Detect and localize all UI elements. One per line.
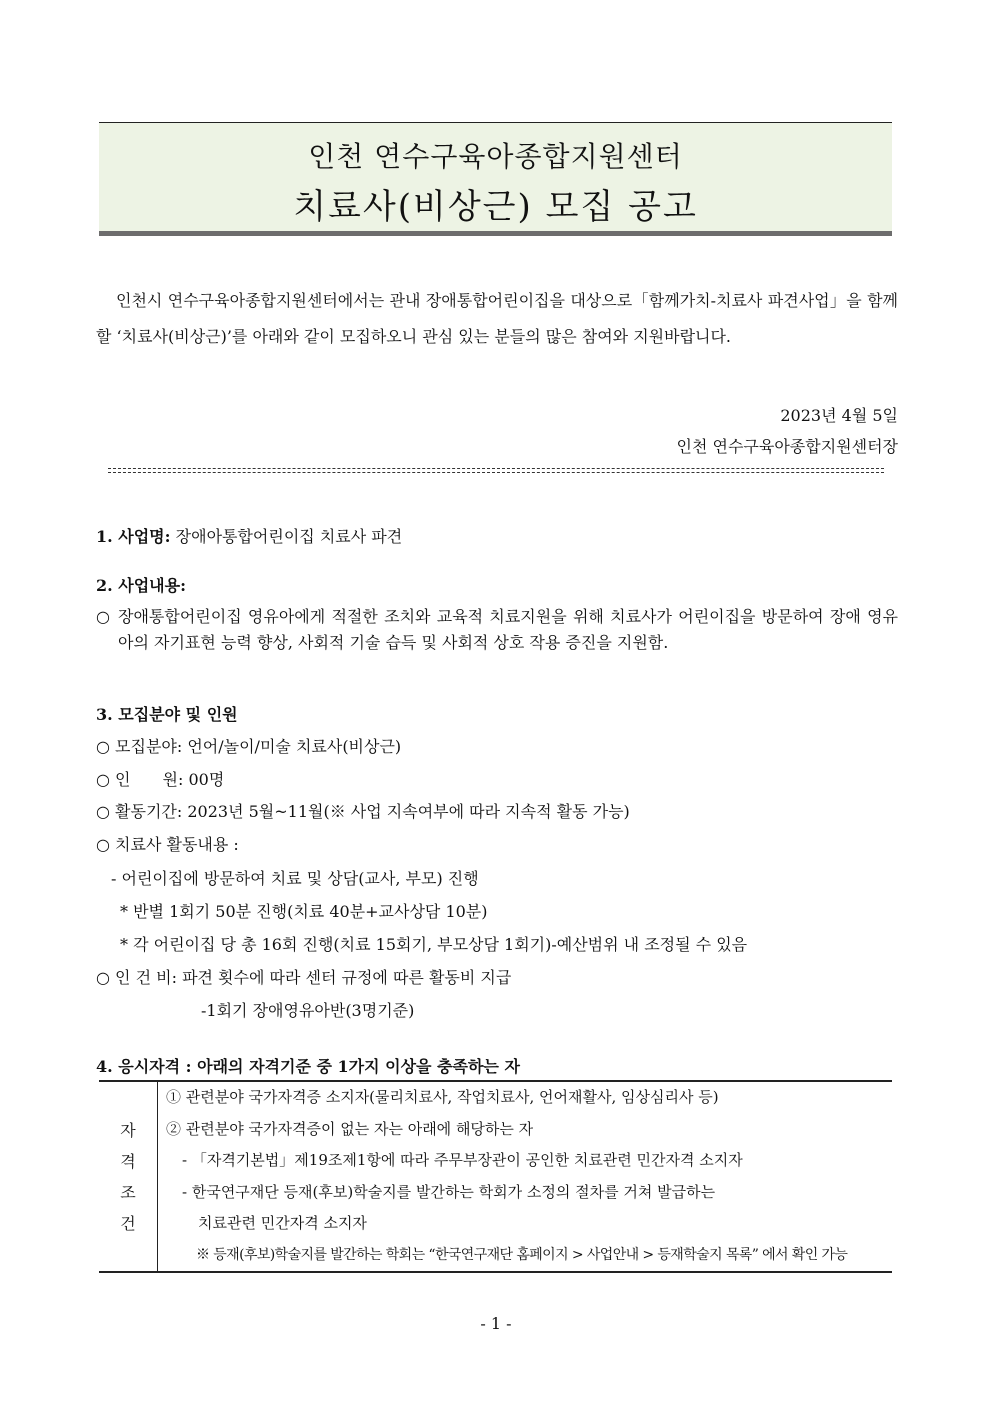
activity-item-1: - 어린이집에 방문하여 치료 및 상담(교사, 부모) 진행: [111, 869, 479, 888]
personnel-cost: ○ 인 건 비: 파견 횟수에 따라 센터 규정에 따른 활동비 지급: [96, 968, 512, 987]
activity-period: ○ 활동기간: 2023년 5월~11월(※ 사업 지속여부에 따라 지속적 활동 가능): [96, 802, 630, 821]
personnel-cost-detail: -1회기 장애영유아반(3명기준): [201, 1001, 415, 1020]
recruit-count-label: ○ 인 원:: [96, 770, 184, 789]
qualification-table: [99, 1080, 892, 1273]
activity-item-3: * 각 어린이집 당 총 16회 진행(치료 15회기, 부모상담 1회기)-예산범위 내 조정될 수 있음: [120, 935, 748, 954]
separator-rule: [108, 468, 884, 473]
header-char: 건: [120, 1214, 136, 1233]
section-4-label: 4. 응시자격 : 아래의 자격기준 중 1가지 이상을 충족하는 자: [96, 1057, 520, 1076]
section-2-body: [96, 604, 898, 656]
section-3-label: 3. 모집분야 및 인원: [96, 705, 238, 724]
recruit-field: ○ 모집분야: 언어/놀이/미술 치료사(비상근): [96, 737, 402, 756]
qualification-item-2a: - 「자격기본법」제19조제1항에 따라 주무부장관이 공인한 치료관련 민간자격 소지자: [182, 1151, 743, 1169]
notice-date: 2023년 4월 5일: [780, 406, 898, 425]
header-char: 조: [120, 1183, 136, 1202]
qualification-item-2b-cont: 치료관련 민간자격 소지자: [198, 1214, 367, 1232]
section-1: [96, 524, 402, 547]
bullet: ○: [96, 607, 110, 626]
activity-content-label: ○ 치료사 활동내용 :: [96, 835, 239, 854]
section-1-value: 장애아통합어린이집 치료사 파견: [175, 527, 403, 546]
intro-paragraph: 인천시 연수구육아종합지원센터에서는 관내 장애통합어린이집을 대상으로「함께가치-치료사 파견사업」을 함께 할 ‘치료사(비상근)’를 아래와 같이 모집하오니 관심 있는 분들의 많은 참여와 지원바랍니다.: [96, 291, 898, 346]
header-char: 자: [120, 1121, 136, 1140]
signer: 인천 연수구육아종합지원센터장: [676, 437, 898, 456]
qualification-header: [99, 1081, 158, 1272]
section-2-text: 장애통합어린이집 영유아에게 적절한 조치와 교육적 치료지원을 위해 치료사가 어린이집을 방문하여 장애 영유아의 자기표현 능력 향상, 사회적 기술 습득 및 사회적 상호 작용 증진을 지원함.: [118, 607, 898, 652]
recruit-count-value: 00명: [188, 770, 225, 789]
recruit-count: [96, 767, 224, 790]
notice-title: 치료사(비상근) 모집 공고: [293, 187, 698, 227]
section-1-label: 1. 사업명:: [96, 527, 171, 546]
qualification-note: ※ 등재(후보)학술지를 발간하는 학회는 “한국연구재단 홈페이지 > 사업안내 > 등재학술지 목록” 에서 확인 가능: [158, 1240, 893, 1273]
qualification-item-1: ① 관련분야 국가자격증 소지자(물리치료사, 작업치료사, 언어재활사, 임상심리사 등): [158, 1081, 893, 1114]
header-char: 격: [120, 1152, 136, 1171]
page-number: - 1 -: [480, 1314, 512, 1333]
title-box: [99, 122, 892, 236]
organization-title: 인천 연수구육아종합지원센터: [308, 140, 683, 173]
qualification-item-2b: - 한국연구재단 등재(후보)학술지를 발간하는 학회가 소정의 절차를 거쳐 발급하는: [182, 1182, 716, 1201]
activity-item-2: * 반별 1회기 50분 진행(치료 40분+교사상담 10분): [120, 902, 488, 921]
qualification-item-2: ② 관련분야 국가자격증이 없는 자는 아래에 해당하는 자: [166, 1119, 534, 1138]
section-2-label: 2. 사업내용:: [96, 576, 187, 595]
